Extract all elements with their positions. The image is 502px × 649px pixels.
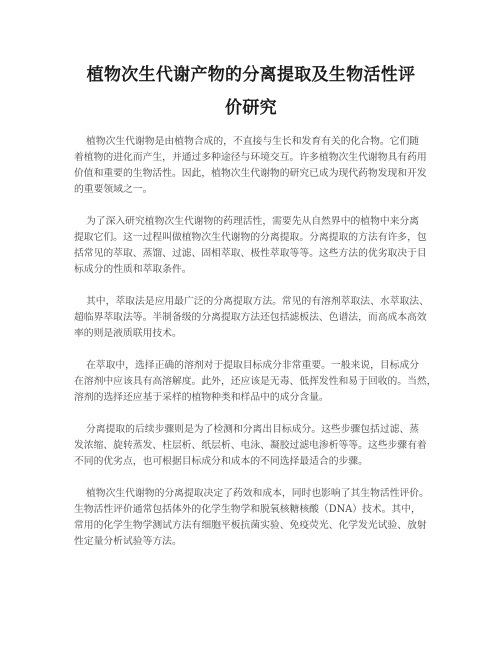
paragraph-line: 为了深入研究植物次生代谢物的药理活性，需要先从自然界中的植物中来分离 <box>86 216 420 227</box>
paragraph-6 <box>0 486 502 550</box>
paragraph-line: 在溶剂中应该具有高溶解度。此外，还应该是无毒、低挥发性和易于回收的。当然， <box>74 376 437 387</box>
paragraph-line: 超临界萃取法等。半制备级的分离提取方法还包括滤板法、色谱法，而高成本高效 <box>74 312 427 323</box>
paragraph-line: 植物次生代谢物的分离提取决定了药效和成本，同时也影响了其生物活性评价。 <box>86 488 429 499</box>
paragraph-line: 提取它们。这一过程叫做植物次生代谢物的分离提取。分离提取的方法有许多，包 <box>74 232 427 243</box>
paragraph-line: 发浓缩、旋转蒸发、柱层析、纸层析、电泳、凝胶过滤电渗析等等。这些步骤有着 <box>74 440 427 451</box>
document-body <box>0 134 502 566</box>
paragraph-line: 括常见的萃取、蒸馏、过滤、固相萃取、极性萃取等等。这些方法的优劣取决于目 <box>74 248 427 259</box>
paragraph-line: 在萃取中，选择正确的溶剂对于提取目标成分非常重要。一般来说，目标成分 <box>86 360 420 371</box>
paragraph-line: 着植物的进化而产生，并通过多种途径与环境交互。许多植物次生代谢物具有药用 <box>74 152 427 163</box>
paragraph-line: 率的则是液质联用技术。 <box>74 328 182 339</box>
paragraph-line: 性定量分析试验等方法。 <box>74 536 182 547</box>
paragraph-line: 生物活性评价通常包括体外的化学生物学和脱氧核糖核酸（DNA）技术。其中， <box>74 504 421 515</box>
paragraph-5 <box>0 422 502 470</box>
document-title-line-1: 植物次生代谢产物的分离提取及生物活性评 <box>86 65 416 85</box>
paragraph-line: 溶剂的选择还应基于采样的植物种类和样品中的成分含量。 <box>74 392 329 403</box>
paragraph-4 <box>0 358 502 406</box>
paragraph-line: 其中，萃取法是应用最广泛的分离提取方法。常见的有溶剂萃取法、水萃取法、 <box>86 296 429 307</box>
document-title-line-2: 价研究 <box>225 98 277 118</box>
paragraph-line: 分离提取的后续步骤则是为了检测和分离出目标成分。这些步骤包括过滤、蒸 <box>86 424 420 435</box>
paragraph-line: 的重要领域之一。 <box>74 184 153 195</box>
paragraph-1 <box>0 134 502 198</box>
paragraph-line: 价值和重要的生物活性。因此，植物次生代谢物的研究已成为现代药物发现和开发 <box>74 168 427 179</box>
paragraph-line: 植物次生代谢物是由植物合成的，不直接与生长和发育有关的化合物。它们随 <box>86 136 420 147</box>
paragraph-line: 不同的优劣点，也可根据目标成分和成本的不同选择最适合的步骤。 <box>74 456 368 467</box>
paragraph-3 <box>0 294 502 342</box>
paragraph-line: 常用的化学生物学测试方法有细胞平板抗菌实验、免疫荧光、化学发光试验、放射 <box>74 520 427 531</box>
paragraph-line: 标成分的性质和萃取条件。 <box>74 264 192 275</box>
paragraph-2 <box>0 214 502 278</box>
